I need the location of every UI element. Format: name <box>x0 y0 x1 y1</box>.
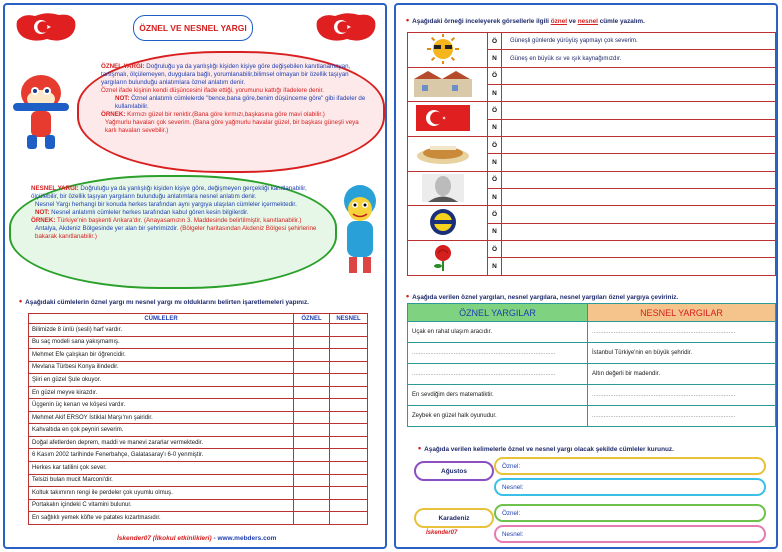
oznel-check-cell[interactable] <box>294 512 330 525</box>
row-letter: N <box>488 119 502 136</box>
oznel-example-label: ÖRNEK: <box>101 111 126 118</box>
row-letter: N <box>488 258 502 275</box>
footer <box>117 535 276 542</box>
table-row <box>29 361 368 374</box>
picture-cell <box>408 241 488 276</box>
table-row <box>29 436 368 449</box>
footer-site: www.mebders.com <box>217 535 277 542</box>
right-instruction-3: • Aşağıda verilen kelimelerle öznel ve nesnel yargı olacak şekilde cümleler kurunuz. <box>418 443 674 453</box>
nesnel-check-cell[interactable] <box>330 474 368 487</box>
row-letter: Ö <box>488 102 502 119</box>
oznel-check-cell[interactable] <box>294 424 330 437</box>
oznel-ifade-text: Öznel ifade kişinin kendi düşüncesini ifade ettiği, yorumunu kattığı ifadelere denir. <box>101 87 324 94</box>
cartoon-character-icon <box>335 181 385 277</box>
oznel-check-cell[interactable] <box>294 361 330 374</box>
table-row <box>29 424 368 437</box>
nesnel-example-label: ÖRNEK: <box>31 217 56 224</box>
oznel-check-cell[interactable] <box>294 449 330 462</box>
bullet-icon: • <box>406 15 410 25</box>
town-icon <box>408 69 478 99</box>
sentence-answer-cell[interactable] <box>502 223 776 240</box>
table-row <box>29 474 368 487</box>
classification-table <box>28 313 368 525</box>
col-nesnel: NESNEL <box>330 314 368 324</box>
convert-row <box>408 343 776 364</box>
left-instruction: • Aşağıdaki cümlelerin öznel yargı mı nesnel yargı mı olduklarını belirten işaretlemeleri yapınız. <box>19 296 309 306</box>
oznel-check-cell[interactable] <box>294 462 330 475</box>
oznel-cell[interactable]: Uçak en rahat ulaşım aracıdır. <box>408 322 588 343</box>
sentence-cell: Mevlana Türbesi Konya ilindedir. <box>29 361 294 374</box>
bullet-icon: • <box>418 443 422 453</box>
sentence-cell: Koltuk takımının rengi ile perdeler çok uyumlu olmuş. <box>29 487 294 500</box>
nesnel-check-cell[interactable] <box>330 336 368 349</box>
right-instruction-1: • Aşağıdaki örneği inceleyerek görsellerle ilgili öznel ve nesnel cümle yazalım. <box>406 15 645 25</box>
picture-cell <box>408 171 488 206</box>
nesnel-cell[interactable]: ...................................................................................... <box>588 406 776 427</box>
sentence-cell: Üçgenin üç kenarı ve köşesi vardır. <box>29 399 294 412</box>
sentence-cell: En sağlıklı yemek köfte ve patates kızartmasıdır. <box>29 512 294 525</box>
nesnel-check-cell[interactable] <box>330 374 368 387</box>
right-instruction-2: • Aşağıda verilen öznel yargıları, nesnel yargılara, nesnel yargıları öznel yargıya çeviriniz. <box>406 291 679 301</box>
row-letter: Ö <box>488 241 502 258</box>
oznel-cell[interactable]: En sevdiğim ders matematiktir. <box>408 385 588 406</box>
picture-cell <box>408 102 488 137</box>
picture-cell <box>408 206 488 241</box>
agustos-nesnel-line[interactable]: Nesnel: <box>494 478 766 496</box>
fenerbahce-badge-icon <box>408 207 478 237</box>
signature: İskender07 <box>426 530 458 536</box>
row-letter: Ö <box>488 67 502 84</box>
nesnel-yargi-text: Nesnel Yargı herhangi bir konuda herkes tarafından aynı yargıya ulaşılan cümleler içermektedir. <box>35 201 297 208</box>
sentence-answer-cell[interactable]: Güneşli günlerde yürüyüş yapmayı çok severim. <box>502 33 776 50</box>
picture-row <box>408 206 776 223</box>
oznel-check-cell[interactable] <box>294 487 330 500</box>
sun-icon <box>408 34 478 64</box>
nesnel-cell[interactable]: ...................................................................................... <box>588 322 776 343</box>
sentence-cell: Telsizi bulan mucit Marconi'dir. <box>29 474 294 487</box>
oznel-check-cell[interactable] <box>294 324 330 337</box>
oznel-word: öznel <box>550 18 568 25</box>
turkey-flag-map-icon <box>13 9 79 45</box>
nesnel-check-cell[interactable] <box>330 349 368 362</box>
row-letter: Ö <box>488 171 502 188</box>
agustos-oznel-line[interactable]: Öznel: <box>494 457 766 475</box>
nesnel-check-cell[interactable] <box>330 386 368 399</box>
nesnel-check-cell[interactable] <box>330 487 368 500</box>
oznel-check-cell[interactable] <box>294 399 330 412</box>
sentence-cell: Bilimizde 8 ünlü (sesli) harf vardır. <box>29 324 294 337</box>
table-row <box>29 499 368 512</box>
col-cumleler: CÜMLELER <box>29 314 294 324</box>
sentence-cell: En güzel meyve kirazdır. <box>29 386 294 399</box>
convert-row <box>408 364 776 385</box>
left-page <box>3 3 387 549</box>
nesnel-yargilar-header: NESNEL YARGILAR <box>588 304 776 322</box>
nesnel-cell[interactable]: İstanbul Türkiye'nin en büyük şehridir. <box>588 343 776 364</box>
oznel-note-label: NOT: <box>115 95 130 102</box>
picture-row <box>408 33 776 50</box>
sentence-cell: Mehmet Akif ERSOY İstiklal Marşı'nın şairidir. <box>29 411 294 424</box>
sentence-answer-cell[interactable] <box>502 154 776 171</box>
nesnel-example-2: Antalya, Akdeniz Bölgesinde yer alan bir şehrimizdir. <box>35 225 179 232</box>
sentence-answer-cell[interactable] <box>502 241 776 258</box>
oznel-yargilar-header: ÖZNEL YARGILAR <box>408 304 588 322</box>
nesnel-heading: NESNEL YARGI: <box>31 185 79 192</box>
oznel-cell[interactable]: ...................................................................................... <box>408 343 588 364</box>
row-letter: N <box>488 154 502 171</box>
nesnel-check-cell[interactable] <box>330 512 368 525</box>
nesnel-check-cell[interactable] <box>330 361 368 374</box>
picture-sentence-table <box>407 32 776 276</box>
oznel-example-1: Kırmızı güzel bir renktir.(Bana göre kırmızı,başkasına göre mavi olabilir.) <box>125 111 325 118</box>
nesnel-note-label: NOT: <box>35 209 50 216</box>
convert-row <box>408 385 776 406</box>
footer-author: İskender07 (İlkokul etkinlikleri) <box>117 535 212 542</box>
sentence-cell: Mehmet Efe çalışkan bir öğrencidir. <box>29 349 294 362</box>
sentence-answer-cell[interactable] <box>502 67 776 84</box>
oznel-example-2: Yağmurlu havaları çok severim. (Bana göre yağmurlu havalar güzel, bir başkası güneşli veya karlı havaları sevebilir.) <box>105 119 359 134</box>
oznel-check-cell[interactable] <box>294 436 330 449</box>
turkey-flag-map-icon-right <box>313 9 379 45</box>
word-agustos: Ağustos <box>414 461 494 481</box>
nesnel-check-cell[interactable] <box>330 411 368 424</box>
table-row <box>29 324 368 337</box>
nesnel-check-cell[interactable] <box>330 499 368 512</box>
nesnel-check-cell[interactable] <box>330 324 368 337</box>
bullet-icon: • <box>19 296 23 306</box>
nesnel-word: nesnel <box>577 18 598 25</box>
sentence-cell: Portakalın içindeki C vitamini bulunur. <box>29 499 294 512</box>
table-row <box>29 386 368 399</box>
food-icon <box>408 138 478 168</box>
picture-row <box>408 102 776 119</box>
picture-row <box>408 171 776 188</box>
oznel-check-cell[interactable] <box>294 374 330 387</box>
row-letter: N <box>488 50 502 67</box>
oznel-yargi-info-bubble <box>77 51 385 173</box>
footer-separator: - <box>211 535 218 542</box>
oznel-cell[interactable]: ...................................................................................... <box>408 364 588 385</box>
row-letter: N <box>488 223 502 240</box>
picture-cell <box>408 67 488 102</box>
row-letter: N <box>488 85 502 102</box>
rose-icon <box>408 242 478 272</box>
nesnel-cell[interactable]: ...................................................................................... <box>588 385 776 406</box>
table-row <box>29 487 368 500</box>
picture-cell <box>408 33 488 68</box>
sentence-answer-cell[interactable] <box>502 137 776 154</box>
table-row <box>29 399 368 412</box>
nesnel-note-text: Nesnel anlatımlı cümleler herkes tarafından kabul gören kesin bilgilerdir. <box>49 209 249 216</box>
picture-row <box>408 241 776 258</box>
convert-table <box>407 303 776 427</box>
nesnel-check-cell[interactable] <box>330 424 368 437</box>
sentence-cell: Doğal afetlerden deprem, maddi ve manevi zararlar vermektedir. <box>29 436 294 449</box>
table-row <box>29 411 368 424</box>
ataturk-portrait-icon <box>408 173 478 203</box>
karadeniz-oznel-line[interactable]: Öznel: <box>494 504 766 522</box>
sentence-answer-cell[interactable] <box>502 85 776 102</box>
oznel-check-cell[interactable] <box>294 349 330 362</box>
turkish-flag-icon <box>408 103 478 133</box>
karadeniz-nesnel-line[interactable]: Nesnel: <box>494 525 766 543</box>
sentence-answer-cell[interactable] <box>502 206 776 223</box>
sentence-cell: Şiiri en güzel Şule okuyor. <box>29 374 294 387</box>
nesnel-cell[interactable]: Altın değerli bir madendir. <box>588 364 776 385</box>
nesnel-check-cell[interactable] <box>330 462 368 475</box>
table-row <box>29 449 368 462</box>
sentence-cell: 6 Kasım 2002 tarihinde Fenerbahçe, Galatasaray'ı 6-0 yenmiştir. <box>29 449 294 462</box>
table-row <box>29 462 368 475</box>
oznel-check-cell[interactable] <box>294 386 330 399</box>
sentence-cell: Herkes kar tatilini çok sever. <box>29 462 294 475</box>
table-row <box>29 349 368 362</box>
oznel-check-cell[interactable] <box>294 499 330 512</box>
convert-row <box>408 406 776 427</box>
nesnel-check-cell[interactable] <box>330 449 368 462</box>
table-row <box>29 336 368 349</box>
airplane-mascot-icon <box>11 63 71 153</box>
row-letter: Ö <box>488 33 502 50</box>
convert-row <box>408 322 776 343</box>
col-oznel: ÖZNEL <box>294 314 330 324</box>
row-letter: Ö <box>488 137 502 154</box>
oznel-heading: ÖZNEL YARGI: <box>101 63 145 70</box>
sentence-answer-cell[interactable] <box>502 258 776 275</box>
nesnel-check-cell[interactable] <box>330 399 368 412</box>
nesnel-example-2-note: (Bölgeler haritasından Akdeniz Bölgesi şehirlerine bakarak kanıtlanabilir.) <box>35 225 317 240</box>
sentence-answer-cell[interactable] <box>502 102 776 119</box>
right-page <box>394 3 778 549</box>
oznel-check-cell[interactable] <box>294 336 330 349</box>
sentence-answer-cell[interactable] <box>502 171 776 188</box>
oznel-check-cell[interactable] <box>294 411 330 424</box>
row-letter: Ö <box>488 206 502 223</box>
nesnel-yargi-info-bubble <box>9 175 337 289</box>
oznel-cell[interactable]: Zeybek en güzel halk oyunudur. <box>408 406 588 427</box>
nesnel-example-1: Türkiye'nin başkenti Ankara'dır. (Anayasamızın 3. Maddesinde belirtilmiştir, kanıtlanabilir.) <box>55 217 302 224</box>
sentence-answer-cell[interactable] <box>502 189 776 206</box>
oznel-definition: Doğruluğu ya da yanlışlığı kişiden kişiye göre değişebilen kanıtlanamayan, tartışmalı, ölçülemeyen, duygulara bağlı, yorumlanabilir,bilimsel olmayan bir özellik taşıyan yargıların bulunduğu anlatımlara öznel anlatım denir. <box>101 63 351 86</box>
sentence-cell: Bu saç modeli sana yakışmamış. <box>29 336 294 349</box>
sentence-answer-cell[interactable]: Güneş en büyük ısı ve ışık kaynağımızdır. <box>502 50 776 67</box>
oznel-note-text: Öznel anlatımlı cümlelerde "bence,bana göre,benim düşünceme göre" gibi ifadeler de kullanılabilir. <box>115 95 366 110</box>
sentence-answer-cell[interactable] <box>502 119 776 136</box>
table-row <box>29 374 368 387</box>
picture-row <box>408 67 776 84</box>
page-title: ÖZNEL VE NESNEL YARGI <box>133 15 253 41</box>
picture-row <box>408 137 776 154</box>
word-karadeniz: Karadeniz <box>414 508 494 528</box>
table-row <box>29 512 368 525</box>
row-letter: N <box>488 189 502 206</box>
oznel-check-cell[interactable] <box>294 474 330 487</box>
sentence-cell: Kahvaltıda en çok peyniri severim. <box>29 424 294 437</box>
nesnel-check-cell[interactable] <box>330 436 368 449</box>
picture-cell <box>408 137 488 172</box>
bullet-icon: • <box>406 291 410 301</box>
nesnel-definition: Doğruluğu ya da yanlışlığı kişiden kişiye göre, değişmeyen gerçekliği kanıtlanabilir, ölçülebilir, bir özellik taşıyan yargıların bulunduğu anlatımlara nesnel anlatım denir. <box>31 185 307 200</box>
